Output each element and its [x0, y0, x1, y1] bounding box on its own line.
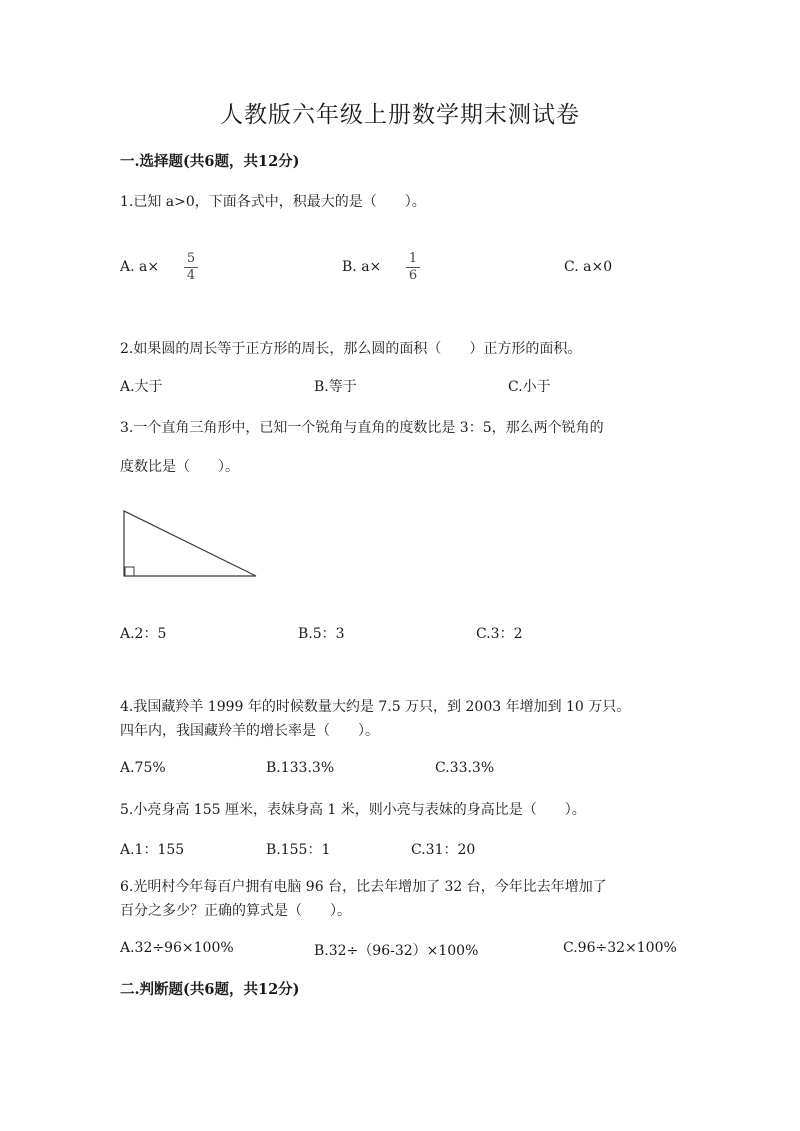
q3-option-b: B.5：3 [298, 626, 345, 642]
question-3-text-line-1: 3.一个直角三角形中，已知一个锐角与直角的度数比是 3：5，那么两个锐角的 [120, 420, 604, 436]
question-5-text: 5.小亮身高 155 厘米，表妹身高 1 米，则小亮与表妹的身高比是（ ）。 [120, 802, 586, 818]
q1-option-a: A. a× [120, 259, 160, 275]
question-1-text: 1.已知 a>0，下面各式中，积最大的是（ ）。 [120, 194, 426, 210]
q6-option-b: B.32÷（96-32）×100% [314, 943, 479, 959]
q3-option-c: C.3：2 [476, 626, 523, 642]
q6-option-c: C.96÷32×100% [563, 940, 677, 956]
q5-option-c: C.31：20 [411, 842, 476, 858]
question-6-text-line-2: 百分之多少？正确的算式是（ ）。 [120, 903, 351, 919]
q1-option-c: C. a×0 [564, 259, 613, 275]
question-6-text-line-1: 6.光明村今年每百户拥有电脑 96 台，比去年增加了 32 台，今年比去年增加了 [120, 879, 607, 895]
q2-option-a: A.大于 [120, 379, 163, 395]
right-angle-marker [125, 567, 134, 576]
triangle-outline [124, 511, 256, 576]
q3-option-a: A.2：5 [120, 626, 167, 642]
q5-option-a: A.1：155 [120, 842, 185, 858]
fraction-denominator: 6 [408, 268, 418, 283]
section-heading-choice: 一.选择题(共6题，共12分) [120, 153, 300, 170]
q4-option-c: C.33.3% [435, 760, 495, 776]
fraction-denominator: 4 [186, 268, 196, 283]
fraction-numerator: 5 [186, 251, 196, 266]
question-4-text-line-1: 4.我国藏羚羊 1999 年的时候数量大约是 7.5 万只，到 2003 年增加到 10 万只。 [120, 699, 631, 715]
fraction-numerator: 1 [408, 251, 418, 266]
question-3-text-line-2: 度数比是（ ）。 [120, 459, 239, 475]
q6-option-a: A.32÷96×100% [120, 940, 234, 956]
section-heading-judgment: 二.判断题(共6题，共12分) [120, 981, 300, 998]
page-title: 人教版六年级上册数学期末测试卷 [220, 102, 580, 128]
question-4-text-line-2: 四年内，我国藏羚羊的增长率是（ ）。 [120, 723, 379, 739]
q2-option-c: C.小于 [508, 379, 551, 395]
q5-option-b: B.155：1 [266, 842, 331, 858]
q2-option-b: B.等于 [314, 379, 357, 395]
question-2-text: 2.如果圆的周长等于正方形的周长，那么圆的面积（ ）正方形的面积。 [120, 341, 582, 357]
q4-option-a: A.75% [120, 760, 166, 776]
q1-option-b: B. a× [342, 259, 382, 275]
q4-option-b: B.133.3% [266, 760, 335, 776]
